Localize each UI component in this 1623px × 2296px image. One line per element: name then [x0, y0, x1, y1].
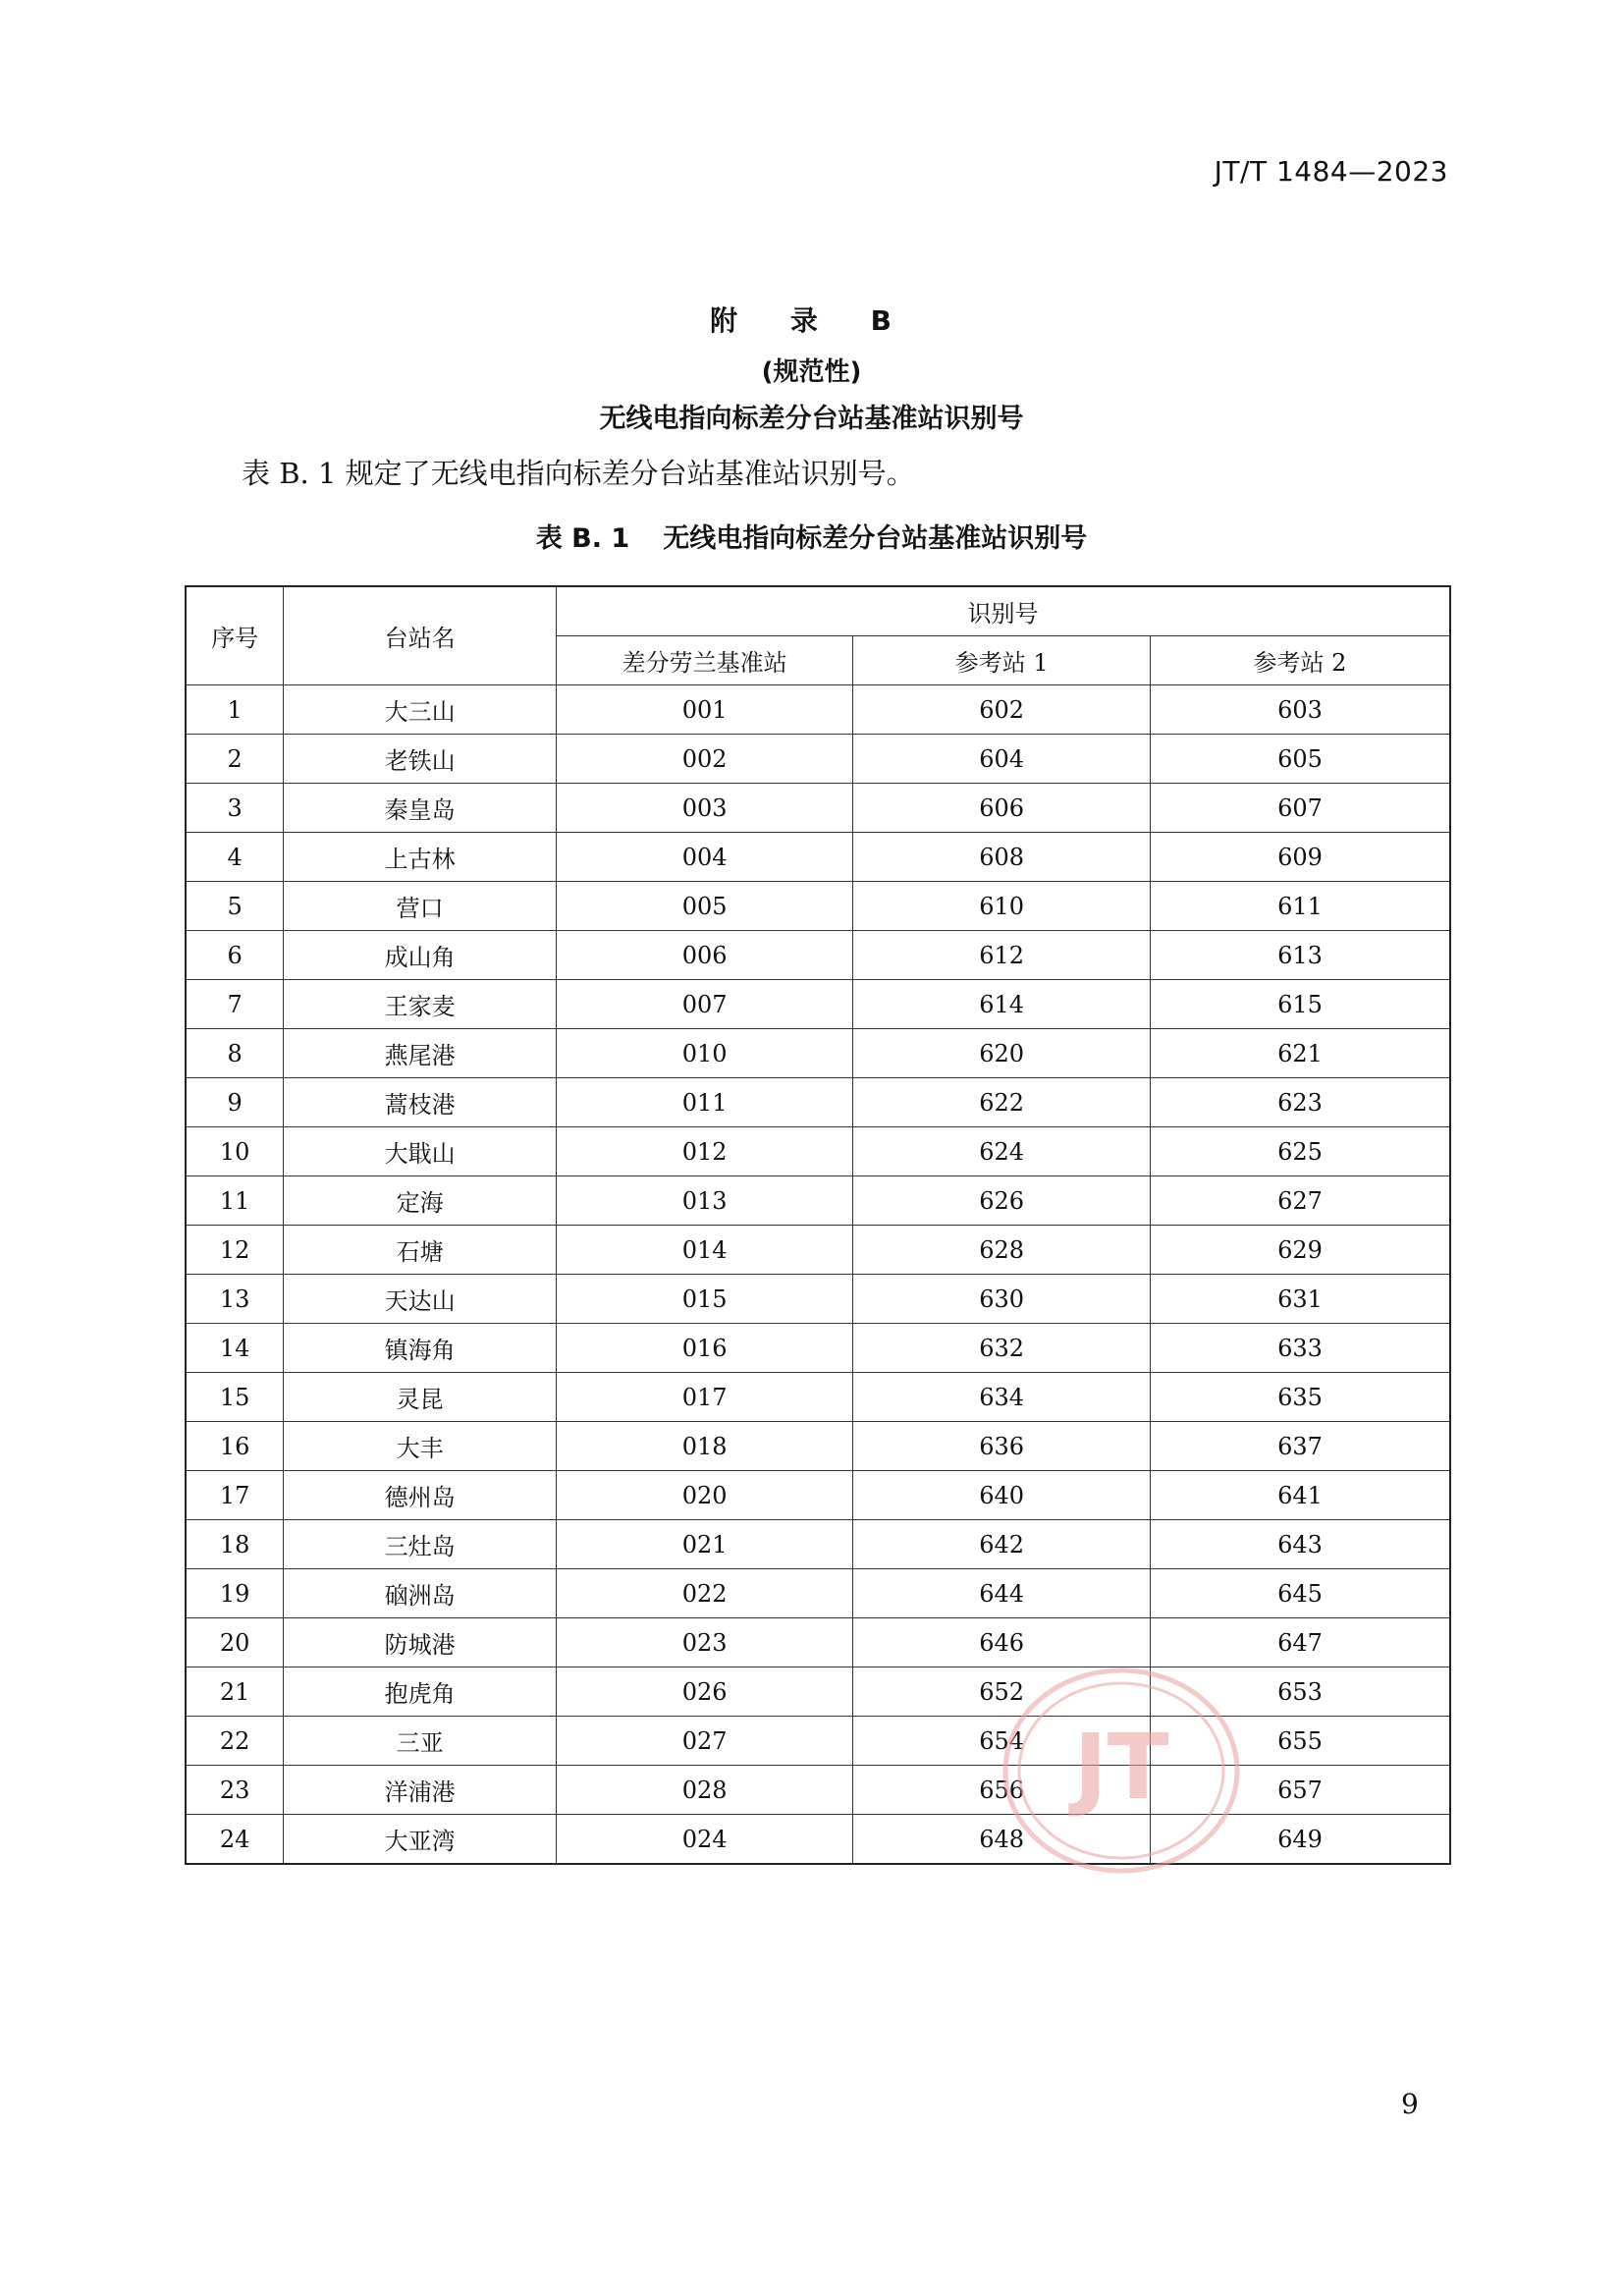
cell-station-name: 大丰	[284, 1422, 557, 1471]
header-id-group: 识别号	[556, 586, 1450, 636]
cell-station-name: 德州岛	[284, 1471, 557, 1520]
cell-ref2: 625	[1150, 1127, 1450, 1176]
cell-seq: 22	[186, 1717, 284, 1766]
cell-beacon-ref: 028	[556, 1766, 853, 1815]
cell-ref2: 635	[1150, 1373, 1450, 1422]
table-row	[186, 1176, 1450, 1226]
cell-ref2: 643	[1150, 1520, 1450, 1569]
cell-ref2: 647	[1150, 1618, 1450, 1667]
cell-seq: 5	[186, 882, 284, 931]
table-row	[186, 1520, 1450, 1569]
cell-beacon-ref: 001	[556, 685, 853, 735]
cell-station-name: 防城港	[284, 1618, 557, 1667]
cell-seq: 24	[186, 1815, 284, 1865]
cell-ref2: 655	[1150, 1717, 1450, 1766]
cell-seq: 1	[186, 685, 284, 735]
cell-ref2: 649	[1150, 1815, 1450, 1865]
cell-ref2: 611	[1150, 882, 1450, 931]
cell-beacon-ref: 012	[556, 1127, 853, 1176]
cell-ref2: 627	[1150, 1176, 1450, 1226]
cell-ref2: 613	[1150, 931, 1450, 980]
cell-station-name: 大亚湾	[284, 1815, 557, 1865]
cell-seq: 13	[186, 1275, 284, 1324]
cell-seq: 6	[186, 931, 284, 980]
cell-ref2: 633	[1150, 1324, 1450, 1373]
cell-ref2: 605	[1150, 735, 1450, 784]
cell-ref1: 620	[853, 1029, 1151, 1078]
cell-station-name: 大戢山	[284, 1127, 557, 1176]
table-row	[186, 1569, 1450, 1618]
cell-station-name: 燕尾港	[284, 1029, 557, 1078]
seal-text: JT	[1073, 1715, 1169, 1820]
cell-seq: 17	[186, 1471, 284, 1520]
cell-ref1: 644	[853, 1569, 1151, 1618]
cell-seq: 3	[186, 784, 284, 833]
cell-ref1: 626	[853, 1176, 1151, 1226]
table-row	[186, 1815, 1450, 1865]
standard-code: JT/T 1484—2023	[1214, 155, 1448, 188]
intro-paragraph: 表 B. 1 规定了无线电指向标差分台站基准站识别号。	[242, 457, 915, 490]
cell-ref1: 630	[853, 1275, 1151, 1324]
cell-seq: 10	[186, 1127, 284, 1176]
cell-station-name: 洋浦港	[284, 1766, 557, 1815]
cell-beacon-ref: 002	[556, 735, 853, 784]
table-row	[186, 735, 1450, 784]
cell-seq: 12	[186, 1226, 284, 1275]
cell-ref1: 656	[853, 1766, 1151, 1815]
cell-ref2: 623	[1150, 1078, 1450, 1127]
cell-ref1: 614	[853, 980, 1151, 1029]
cell-station-name: 石塘	[284, 1226, 557, 1275]
table-row	[186, 1766, 1450, 1815]
cell-ref2: 653	[1150, 1667, 1450, 1717]
table-row	[186, 833, 1450, 882]
table-row	[186, 1324, 1450, 1373]
table-header-row	[186, 586, 1450, 636]
cell-station-name: 硇洲岛	[284, 1569, 557, 1618]
cell-seq: 9	[186, 1078, 284, 1127]
header-seq: 序号	[186, 586, 284, 685]
cell-ref1: 642	[853, 1520, 1151, 1569]
cell-beacon-ref: 010	[556, 1029, 853, 1078]
cell-station-name: 天达山	[284, 1275, 557, 1324]
cell-seq: 16	[186, 1422, 284, 1471]
cell-ref1: 622	[853, 1078, 1151, 1127]
table-row	[186, 931, 1450, 980]
cell-beacon-ref: 021	[556, 1520, 853, 1569]
cell-seq: 14	[186, 1324, 284, 1373]
cell-beacon-ref: 011	[556, 1078, 853, 1127]
cell-beacon-ref: 003	[556, 784, 853, 833]
cell-ref1: 654	[853, 1717, 1151, 1766]
cell-seq: 15	[186, 1373, 284, 1422]
cell-seq: 18	[186, 1520, 284, 1569]
cell-ref1: 624	[853, 1127, 1151, 1176]
cell-station-name: 镇海角	[284, 1324, 557, 1373]
cell-ref2: 637	[1150, 1422, 1450, 1471]
cell-ref1: 606	[853, 784, 1151, 833]
table-caption-title: 无线电指向标差分台站基准站识别号	[663, 523, 1088, 554]
table-row	[186, 1717, 1450, 1766]
cell-ref2: 603	[1150, 685, 1450, 735]
table-caption	[0, 517, 1623, 555]
table-row	[186, 1667, 1450, 1717]
appendix-nature: (规范性)	[761, 357, 862, 387]
cell-ref1: 632	[853, 1324, 1151, 1373]
cell-beacon-ref: 007	[556, 980, 853, 1029]
table-row	[186, 1618, 1450, 1667]
table-row	[186, 685, 1450, 735]
cell-station-name: 上古林	[284, 833, 557, 882]
cell-station-name: 秦皇岛	[284, 784, 557, 833]
cell-station-name: 老铁山	[284, 735, 557, 784]
cell-ref1: 648	[853, 1815, 1151, 1865]
header-beacon-ref: 差分劳兰基准站	[556, 636, 853, 685]
cell-seq: 23	[186, 1766, 284, 1815]
page-number: 9	[1401, 2088, 1419, 2120]
cell-seq: 21	[186, 1667, 284, 1717]
table-row	[186, 1275, 1450, 1324]
cell-ref1: 652	[853, 1667, 1151, 1717]
cell-station-name: 抱虎角	[284, 1667, 557, 1717]
table-row	[186, 980, 1450, 1029]
cell-ref1: 646	[853, 1618, 1151, 1667]
cell-beacon-ref: 015	[556, 1275, 853, 1324]
cell-beacon-ref: 005	[556, 882, 853, 931]
header-station-name: 台站名	[284, 586, 557, 685]
table-row	[186, 1422, 1450, 1471]
cell-seq: 4	[186, 833, 284, 882]
cell-station-name: 蒿枝港	[284, 1078, 557, 1127]
cell-station-name: 三亚	[284, 1717, 557, 1766]
cell-ref1: 604	[853, 735, 1151, 784]
table-row	[186, 1471, 1450, 1520]
table-row	[186, 1127, 1450, 1176]
cell-beacon-ref: 027	[556, 1717, 853, 1766]
cell-beacon-ref: 023	[556, 1618, 853, 1667]
table-row	[186, 1078, 1450, 1127]
cell-seq: 11	[186, 1176, 284, 1226]
table-row	[186, 1226, 1450, 1275]
cell-station-name: 营口	[284, 882, 557, 931]
cell-seq: 8	[186, 1029, 284, 1078]
cell-ref1: 636	[853, 1422, 1151, 1471]
table-caption-number: 表 B. 1	[535, 523, 630, 554]
cell-ref2: 609	[1150, 833, 1450, 882]
cell-ref1: 610	[853, 882, 1151, 931]
header-ref1: 参考站 1	[853, 636, 1151, 685]
cell-ref2: 641	[1150, 1471, 1450, 1520]
cell-station-name: 王家麦	[284, 980, 557, 1029]
cell-seq: 7	[186, 980, 284, 1029]
cell-ref1: 608	[853, 833, 1151, 882]
cell-ref1: 628	[853, 1226, 1151, 1275]
cell-seq: 20	[186, 1618, 284, 1667]
cell-ref1: 602	[853, 685, 1151, 735]
cell-beacon-ref: 020	[556, 1471, 853, 1520]
cell-station-name: 大三山	[284, 685, 557, 735]
cell-ref2: 645	[1150, 1569, 1450, 1618]
cell-ref1: 612	[853, 931, 1151, 980]
cell-beacon-ref: 024	[556, 1815, 853, 1865]
cell-seq: 19	[186, 1569, 284, 1618]
table-row	[186, 784, 1450, 833]
cell-seq: 2	[186, 735, 284, 784]
appendix-title: 附 录 B	[710, 304, 913, 337]
cell-station-name: 定海	[284, 1176, 557, 1226]
cell-ref2: 657	[1150, 1766, 1450, 1815]
cell-beacon-ref: 006	[556, 931, 853, 980]
cell-ref2: 621	[1150, 1029, 1450, 1078]
appendix-name: 无线电指向标差分台站基准站识别号	[599, 404, 1024, 434]
table-body	[186, 685, 1450, 1865]
cell-beacon-ref: 014	[556, 1226, 853, 1275]
cell-ref2: 631	[1150, 1275, 1450, 1324]
cell-beacon-ref: 017	[556, 1373, 853, 1422]
cell-beacon-ref: 018	[556, 1422, 853, 1471]
cell-beacon-ref: 022	[556, 1569, 853, 1618]
cell-ref1: 640	[853, 1471, 1151, 1520]
cell-beacon-ref: 016	[556, 1324, 853, 1373]
table-row	[186, 1373, 1450, 1422]
cell-beacon-ref: 013	[556, 1176, 853, 1226]
cell-station-name: 灵昆	[284, 1373, 557, 1422]
cell-ref2: 615	[1150, 980, 1450, 1029]
cell-beacon-ref: 026	[556, 1667, 853, 1717]
cell-ref2: 607	[1150, 784, 1450, 833]
cell-ref2: 629	[1150, 1226, 1450, 1275]
table-row	[186, 882, 1450, 931]
cell-station-name: 三灶岛	[284, 1520, 557, 1569]
cell-station-name: 成山角	[284, 931, 557, 980]
cell-beacon-ref: 004	[556, 833, 853, 882]
cell-ref1: 634	[853, 1373, 1151, 1422]
station-id-table	[185, 585, 1451, 1865]
header-ref2: 参考站 2	[1150, 636, 1450, 685]
table-row	[186, 1029, 1450, 1078]
